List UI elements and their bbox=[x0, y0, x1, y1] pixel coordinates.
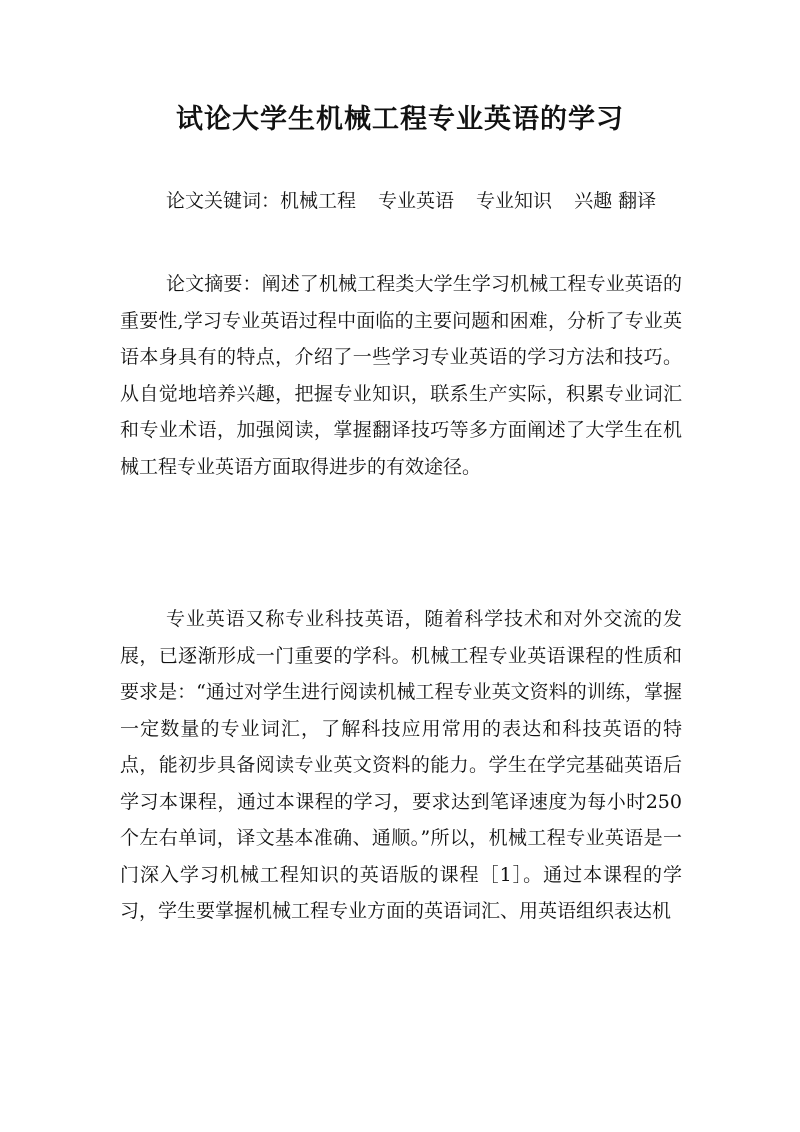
keyword-item: 专业知识 bbox=[476, 190, 553, 212]
abstract-text: 阐述了机械工程类大学生学习机械工程专业英语的重要性,学习专业英语过程中面临的主要问题和困难，分析了专业英语本身具有的特点，介绍了一些学习专业英语的学习方法和技巧。从自觉地培养兴趣，把握专业知识，联系生产实际，积累专业词汇和专业术语，加强阅读，掌握翻译技巧等多方面阐述了大学生在机械工程专业英语方面取得进步的有效途径。 bbox=[120, 273, 682, 478]
abstract-label: 论文摘要： bbox=[166, 273, 262, 295]
body-section bbox=[120, 601, 682, 930]
keywords-label: 论文关键词： bbox=[166, 190, 281, 212]
keyword-item: 专业英语 bbox=[378, 190, 455, 212]
document-title: 试论大学生机械工程专业英语的学习 bbox=[176, 104, 624, 135]
keyword-item: 翻译 bbox=[618, 190, 657, 212]
abstract-paragraph bbox=[120, 266, 682, 485]
abstract-section bbox=[120, 266, 682, 485]
keyword-item: 机械工程 bbox=[280, 190, 357, 212]
keywords-section bbox=[120, 183, 682, 220]
keywords-paragraph bbox=[120, 183, 682, 220]
body-paragraph: 专业英语又称专业科技英语，随着科学技术和对外交流的发展，已逐渐形成一门重要的学科。机械工程专业英语课程的性质和要求是：“通过对学生进行阅读机械工程专业英文资料的训练，掌握一定数量的专业词汇，了解科技应用常用的表达和科技英语的特点，能初步具备阅读专业英文资料的能力。学生在学完基础英语后学习本课程，通过本课程的学习，要求达到笔译速度为每小时250个左右单词，译文基本准确、通顺。”所以，机械工程专业英语是一门深入学习机械工程知识的英语版的课程［1］。通过本课程的学习，学生要掌握机械工程专业方面的英语词汇、用英语组织表达机 bbox=[120, 608, 682, 922]
keyword-item: 兴趣 bbox=[574, 190, 613, 212]
